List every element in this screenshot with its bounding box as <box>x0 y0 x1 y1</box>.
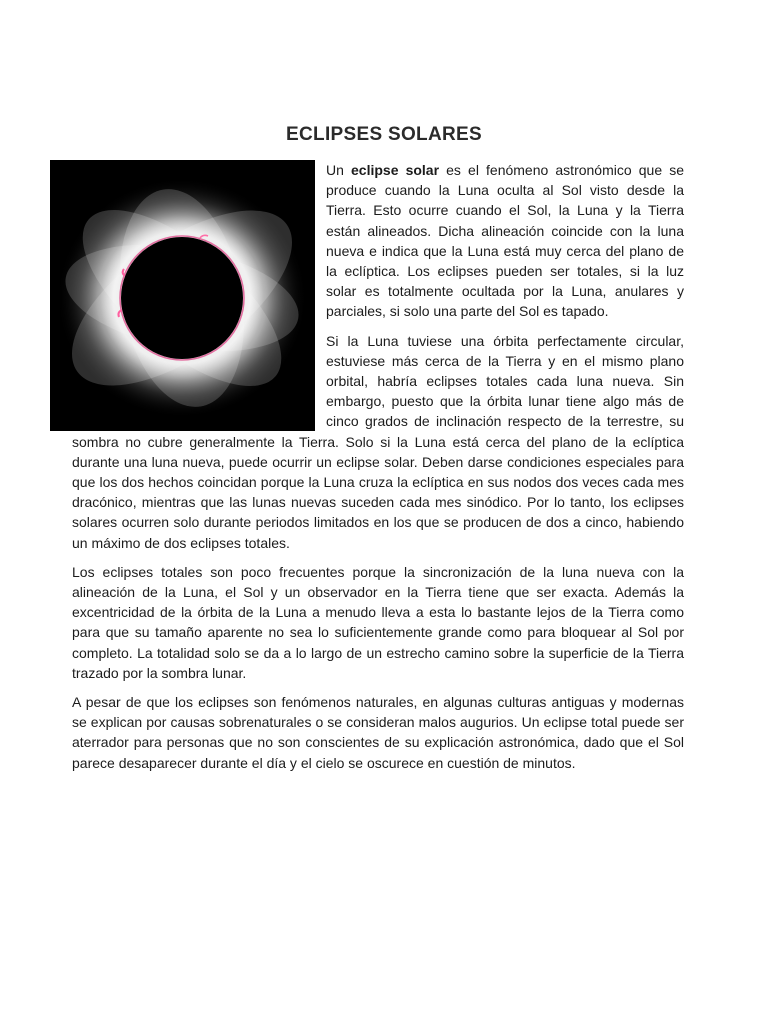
paragraph-2: Si la Luna tuviese una órbita perfectamente circular, estuviese más cerca de la Tierra y en el mismo plano orbital, habría eclipses totales cada luna nueva. Sin embargo, puesto que la órbita lunar tiene algo más de cinco grados de inclinación respecto de la terrestre, su sombra no cubre generalmente la Tierra. Solo si la Luna está cerca del plano de la eclíptica durante una luna nueva, puede ocurrir un eclipse solar. Deben darse condiciones especiales para que los dos hechos coincidan porque la Luna cruza la eclíptica en sus nodos dos veces cada mes dracónico, mientras que las lunas nuevas suceden cada mes sinódico. Por lo tanto, los eclipses solares ocurren solo durante periodos limitados en los que se producen de dos a cinco, habiendo un máximo de dos eclipses totales. <box>72 332 684 551</box>
eclipse-solar-keyword: eclipse solar <box>351 162 440 178</box>
paragraph-1-intro: Un <box>326 162 351 178</box>
eclipse-photo-graphic <box>50 160 315 431</box>
paragraph-3: Los eclipses totales son poco frecuentes porque la sincronización de la luna nueva con la alineación de la Luna, el Sol y un observador en la Tierra tiene que ser exacta. Además la excentricidad de la órbita de la Luna a menudo lleva a esta lo bastante lejos de la Tierra como para que su tamaño aparente no sea lo suficientemente grande como para bloquear al Sol por completo. La totalidad solo se da a lo largo de un estrecho camino sobre la superficie de la Tierra trazado por la sombra lunar. <box>72 563 684 681</box>
paragraph-4: A pesar de que los eclipses son fenómenos naturales, en algunas culturas antiguas y modernas se explican por causas sobrenaturales o se consideran malos augurios. Un eclipse total puede ser aterrador para personas que no son conscientes de su explicación astronómica, dado que el Sol parece desaparecer durante el día y el cielo se oscurece en cuestión de minutos. <box>72 694 684 771</box>
eclipse-photo <box>50 160 315 431</box>
page-title: ECLIPSES SOLARES <box>286 124 482 145</box>
document-body <box>72 160 684 782</box>
paragraph-1-text: es el fenómeno astronómico que se produce cuando la Luna oculta al Sol visto desde la Tierra. Esto ocurre cuando el Sol, la Luna y la Tierra están alineados. Dicha alineación coincide con la luna nueva e indica que la Luna está muy cerca del plano de la eclíptica. Los eclipses pueden ser totales, si la luz solar es totalmente ocultada por la Luna, anulares y parciales, si solo una parte del Sol es tapado. <box>326 162 684 320</box>
